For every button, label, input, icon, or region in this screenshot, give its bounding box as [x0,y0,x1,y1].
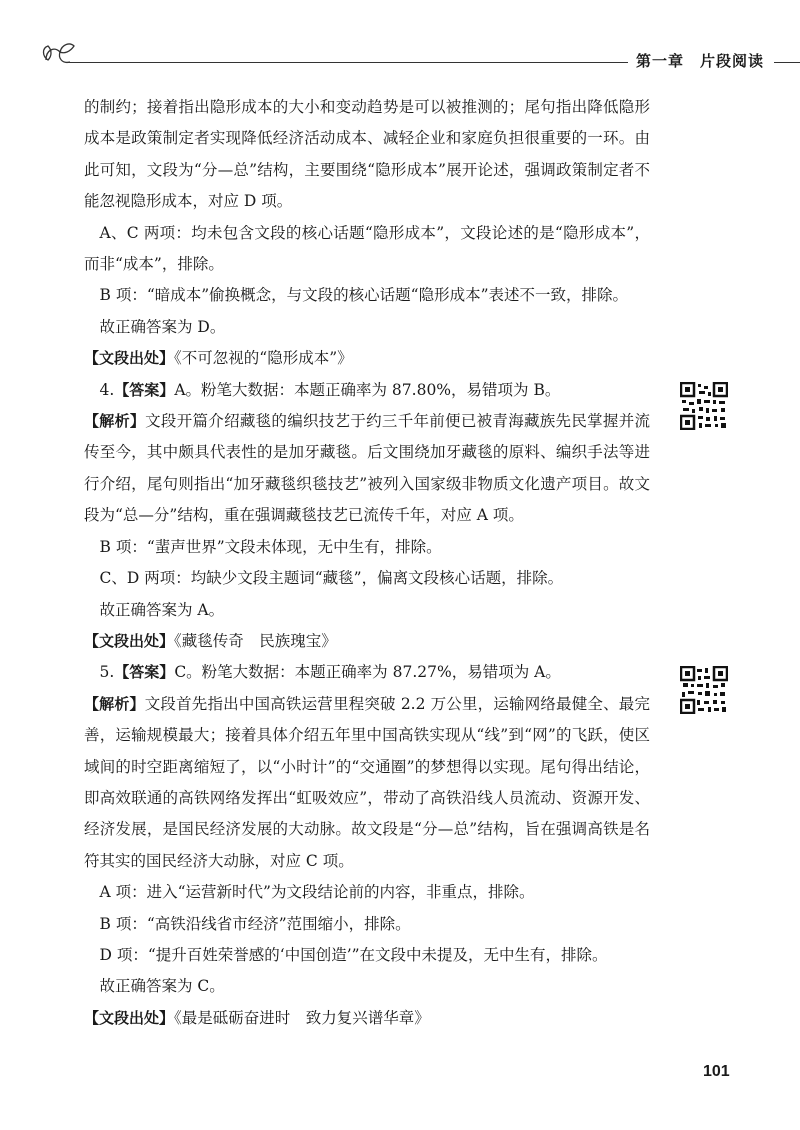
paragraph: 故正确答案为 D。 [99,317,226,336]
source-line: 【文段出处】《藏毯传奇 民族瑰宝》 [84,631,337,650]
answer-line: 5.【答案】C。粉笔大数据：本题正确率为 87.27%，易错项为 A。 [99,663,561,682]
chapter-title: 第一章 片段阅读 [636,52,765,70]
answer-tag: 【答案】 [114,380,175,399]
qr-code-icon[interactable] [680,666,728,714]
paragraph: D 项：“提升百姓荣誉感的‘中国创造’”在文段中未提及，无中生有，排除。 [99,945,608,964]
source-tag: 【文段出处】 [84,349,175,368]
page-header [40,38,790,78]
source-line: 【文段出处】《不可忽视的“隐形成本”》 [84,349,353,368]
source-line: 【文段出处】《最是砥砺奋进时 致力复兴谱华章》 [84,1008,430,1027]
paragraph: B 项：“高铁沿线省市经济”范围缩小，排除。 [99,914,411,933]
paragraph: 故正确答案为 A。 [99,600,225,619]
paragraph: A、C 两项：均未包含文段的核心话题“隐形成本”，文段论述的是“隐形成本”，而非“成本”，排除。 [84,223,650,274]
answer-tag: 【答案】 [114,663,175,682]
leaf-sprout-icon [40,38,80,72]
header-rule [68,62,628,63]
paragraph: B 项：“蜚声世界”文段未体现，无中生有，排除。 [99,537,442,556]
paragraph: C、D 两项：均缺少文段主题词“藏毯”，偏离文段核心话题，排除。 [99,569,564,588]
analysis-paragraph: 【解析】文段首先指出中国高铁运营里程突破 2.2 万公里，运输网络最健全、最完善，运输规模最大；接着具体介绍五年里中国高铁实现从“线”到“网”的飞跃，使区域间的时空距离缩短了，以“小时计”的“交通圈”的梦想得以实现。尾句得出结论，即高效联通的高铁网络发挥出“虹吸效应”，带动了高铁沿线人员流动、资源开发、经济发展，是国民经济发展的大动脉。故文段是“分—总”结构，旨在强调高铁是名符其实的国民经济大动脉，对应 C 项。 [84,694,650,870]
answer-line: 4.【答案】A。粉笔大数据：本题正确率为 87.80%，易错项为 B。 [99,380,561,399]
paragraph: A 项：进入“运营新时代”为文段结论前的内容，非重点，排除。 [99,883,535,902]
qr-code-icon[interactable] [680,382,728,430]
source-tag: 【文段出处】 [84,631,175,650]
analysis-paragraph: 【解析】文段开篇介绍藏毯的编织技艺于约三千年前便已被青海藏族先民掌握并流传至今，其中颇具代表性的是加牙藏毯。后文围绕加牙藏毯的原料、编织手法等进行介绍，尾句则指出“加牙藏毯织毯技艺”被列入国家级非物质文化遗产项目。故文段为“总—分”结构，重在强调藏毯技艺已流传千年，对应 A 项。 [84,412,650,525]
paragraph: B 项：“暗成本”偷换概念，与文段的核心话题“隐形成本”表述不一致，排除。 [99,286,629,305]
paragraph: 的制约；接着指出隐形成本的大小和变动趋势是可以被推测的；尾句指出降低隐形成本是政策制定者实现降低经济活动成本、减轻企业和家庭负担很重要的一环。由此可知，文段为“分—总”结构，主要围绕“隐形成本”展开论述，强调政策制定者不能忽视隐形成本，对应 D 项。 [84,98,650,211]
analysis-tag: 【解析】 [84,412,146,431]
page-number: 101 [703,1063,730,1080]
page-content [84,92,650,1034]
analysis-tag: 【解析】 [84,694,145,713]
source-tag: 【文段出处】 [84,1008,175,1027]
paragraph: 故正确答案为 C。 [99,977,225,996]
header-rule-tail [774,62,800,63]
